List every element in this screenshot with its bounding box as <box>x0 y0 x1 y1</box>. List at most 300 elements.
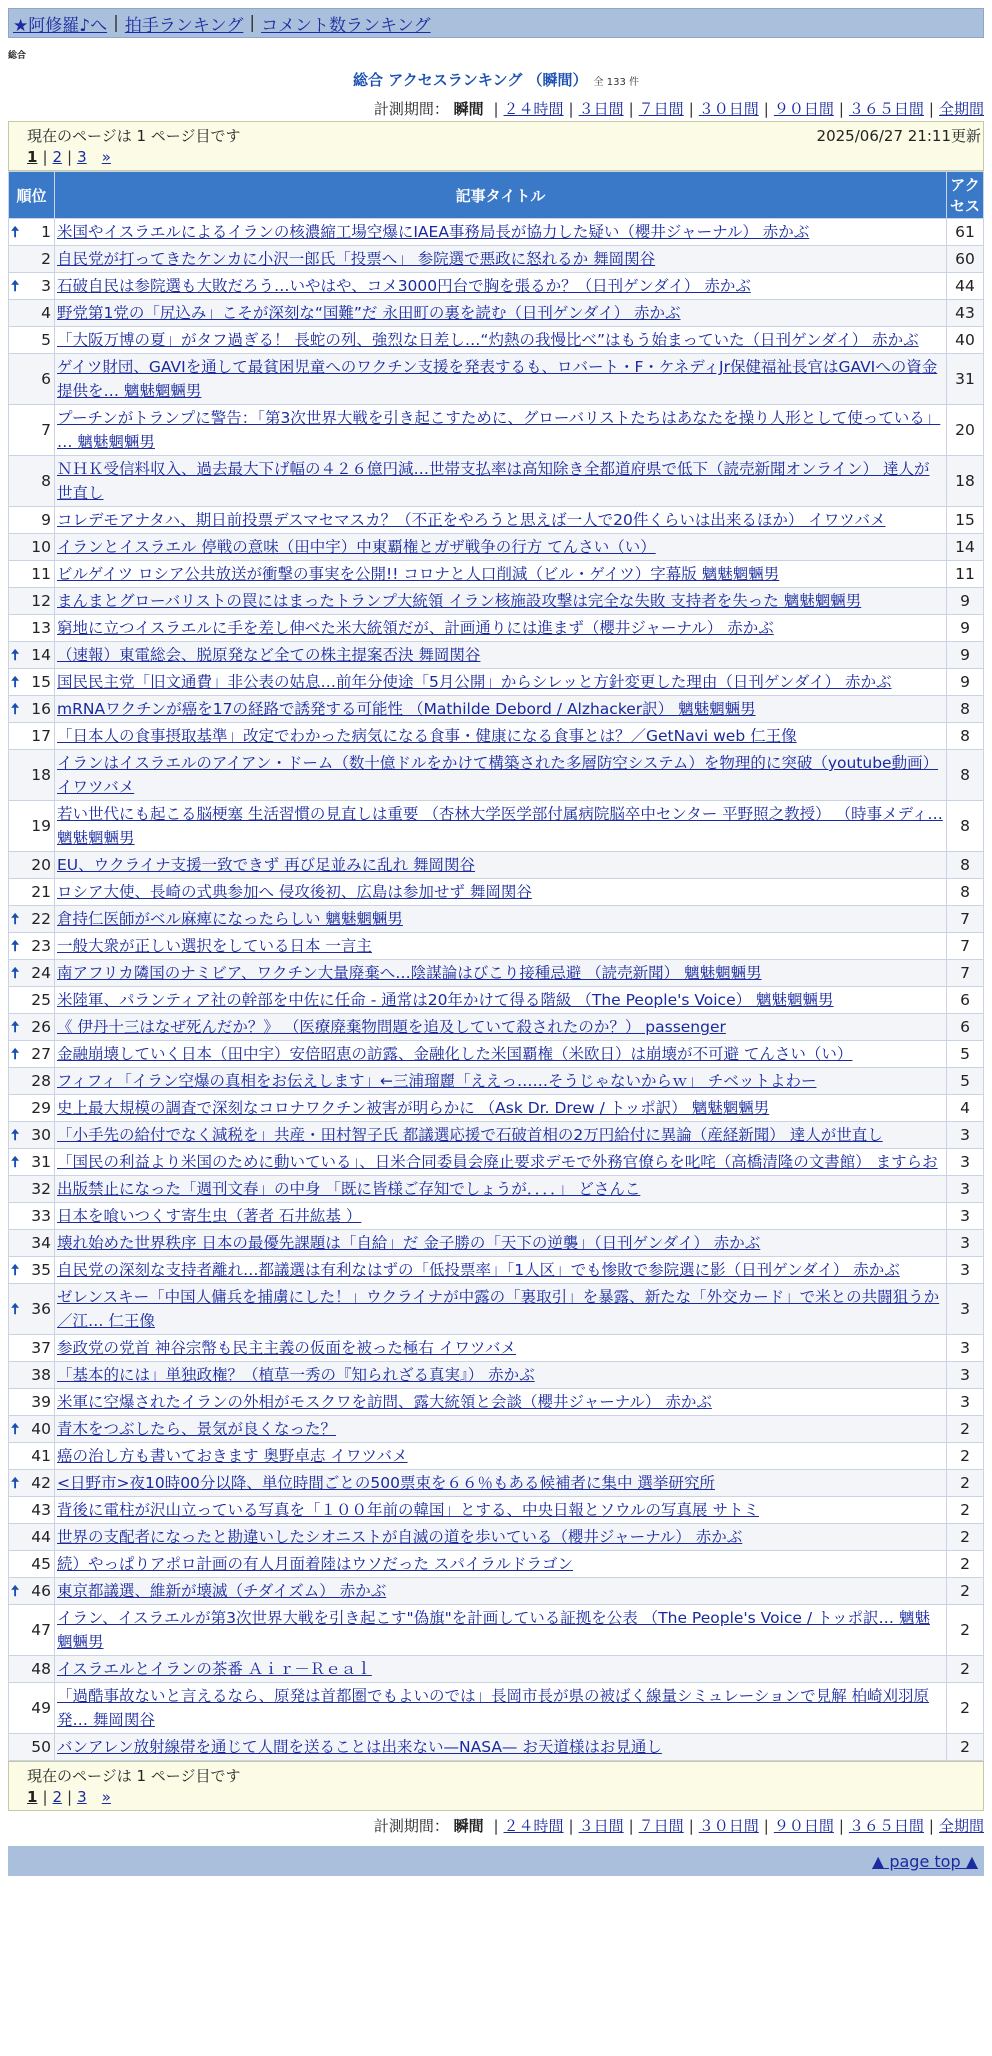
rank-number: 37 <box>31 1339 51 1357</box>
title-cell <box>55 507 947 534</box>
rank-cell <box>9 1497 55 1524</box>
rank-number: 49 <box>31 1699 51 1717</box>
table-row <box>9 696 984 723</box>
table-row <box>9 1656 984 1683</box>
rank-number: 1 <box>41 223 51 241</box>
period-link[interactable]: ３日間 <box>578 100 624 118</box>
title-cell <box>55 1656 947 1683</box>
title-cell <box>55 801 947 852</box>
title-cell <box>55 879 947 906</box>
table-row <box>9 750 984 801</box>
article-title-link[interactable]: イスラエルとイランの茶番 Ａｉｒ－Ｒｅａｌ <box>57 1660 372 1678</box>
article-title-link[interactable]: 倉持仁医師がベル麻痺になったらしい 魑魅魍魎男 <box>57 910 403 928</box>
article-title-link[interactable]: 癌の治し方も書いておきます 奥野卓志 イワツバメ <box>57 1447 408 1465</box>
rank-cell <box>9 1578 55 1605</box>
access-count: 60 <box>947 246 984 273</box>
page-info-bottom <box>8 1761 984 1811</box>
rank-cell <box>9 1176 55 1203</box>
article-title-link[interactable]: 続）やっぱりアポロ計画の有人月面着陸はウソだった スパイラルドラゴン <box>57 1555 573 1573</box>
table-row <box>9 669 984 696</box>
rank-up-arrow-icon: 🠅 <box>11 1420 20 1438</box>
separator: | <box>763 1817 769 1835</box>
rank-cell <box>9 642 55 669</box>
article-title-link[interactable]: 若い世代にも起こる脳梗塞 生活習慣の見直しは重要 （杏林大学医学部付属病院脳卒中センター 平野照之教授） （時事メディ… 魑魅魍魎男 <box>57 805 943 847</box>
rank-cell <box>9 879 55 906</box>
period-link[interactable]: ７日間 <box>638 1817 684 1835</box>
rank-number: 24 <box>31 964 51 982</box>
title-cell <box>55 696 947 723</box>
rank-up-arrow-icon: 🠅 <box>11 223 20 241</box>
rank-cell <box>9 456 55 507</box>
article-title-link[interactable]: 壊れ始めた世界秩序 日本の最優先課題は「自給」だ 金子勝の「天下の逆襲」（日刊ゲンダイ） 赤かぶ <box>57 1234 761 1252</box>
title-cell <box>55 1734 947 1761</box>
rank-cell <box>9 1443 55 1470</box>
title-cell <box>55 1524 947 1551</box>
table-row <box>9 1014 984 1041</box>
access-count: 7 <box>947 933 984 960</box>
period-link[interactable]: ３日間 <box>578 1817 624 1835</box>
rank-cell <box>9 1068 55 1095</box>
separator: | <box>928 1817 934 1835</box>
table-row <box>9 273 984 300</box>
title-cell <box>55 1335 947 1362</box>
article-title-link[interactable]: 米陸軍、パランティア社の幹部を中佐に任命 - 通常は20年かけて得る階級 （The People's Voice） 魑魅魍魎男 <box>57 991 834 1009</box>
rank-cell <box>9 273 55 300</box>
rank-cell <box>9 1734 55 1761</box>
article-title-link[interactable]: 窮地に立つイスラエルに手を差し伸べた米大統領だが、計画通りには進まず（櫻井ジャーナル） 赤かぶ <box>57 619 774 637</box>
title-cell <box>55 1389 947 1416</box>
rank-cell <box>9 906 55 933</box>
table-row <box>9 456 984 507</box>
pagination-current: 1 <box>27 1788 38 1806</box>
table-row <box>9 300 984 327</box>
rank-number: 4 <box>41 304 51 322</box>
article-title-link[interactable]: 東京都議選、維新が壊滅（チダイズム） 赤かぶ <box>57 1582 387 1600</box>
rank-number: 34 <box>31 1234 51 1252</box>
access-count: 14 <box>947 534 984 561</box>
access-count: 3 <box>947 1257 984 1284</box>
article-title-link[interactable]: 石破自民は参院選も大敗だろう…いやはや、コメ3000円台で胸を張るか？（日刊ゲンダイ） 赤かぶ <box>57 277 751 295</box>
rank-number: 6 <box>41 370 51 388</box>
rank-cell <box>9 405 55 456</box>
rank-cell <box>9 1014 55 1041</box>
rank-cell <box>9 1470 55 1497</box>
rank-cell <box>9 750 55 801</box>
article-title-link[interactable]: mRNAワクチンが癌を17の経路で誘発する可能性 （Mathilde Debord / Alzhacker訳） 魑魅魍魎男 <box>57 700 756 718</box>
pagination-page-2[interactable]: 2 <box>52 1788 63 1806</box>
article-title-link[interactable]: 「過酷事故ないと言えるなら、原発は首都圏でもよいのでは」長岡市長が県の被ばく線量シミュレーションで見解 柏崎刈羽原発… 舞岡関谷 <box>57 1687 930 1729</box>
title-cell <box>55 1284 947 1335</box>
rank-number: 48 <box>31 1660 51 1678</box>
article-title-link[interactable]: プーチンがトランプに警告：「第3次世界大戦を引き起こすために、グローバリストたちはあなたを操り人形として使っている」 … 魑魅魍魎男 <box>57 409 941 451</box>
separator: | <box>493 1817 499 1835</box>
rank-number: 33 <box>31 1207 51 1225</box>
title-cell <box>55 354 947 405</box>
article-title-link[interactable]: 「大阪万博の夏」がタフ過ぎる！ 長蛇の列、強烈な日差し…“灼熱の我慢比べ”はもう始まっていた（日刊ゲンダイ） 赤かぶ <box>57 331 919 349</box>
period-link[interactable]: ２４時間 <box>503 100 564 118</box>
title-cell <box>55 1443 947 1470</box>
access-count: 18 <box>947 456 984 507</box>
table-row <box>9 327 984 354</box>
rank-number: 30 <box>31 1126 51 1144</box>
access-count: 5 <box>947 1068 984 1095</box>
article-title-link[interactable]: 自民党の深刻な支持者離れ…都議選は有利なはずの「低投票率」「1人区」でも惨敗で参院選に影（日刊ゲンダイ） 赤かぶ <box>57 1261 900 1279</box>
access-count: 11 <box>947 561 984 588</box>
table-row <box>9 1734 984 1761</box>
article-title-link[interactable]: ビルゲイツ ロシア公共放送が衝撃の事実を公開!! コロナと人口削減（ビル・ゲイツ）字幕版 魑魅魍魎男 <box>57 565 780 583</box>
title-cell <box>55 642 947 669</box>
access-count: 9 <box>947 615 984 642</box>
period-link[interactable]: ３６５日間 <box>848 100 924 118</box>
access-count: 2 <box>947 1683 984 1734</box>
separator: | <box>249 13 256 33</box>
title-cell <box>55 1068 947 1095</box>
access-count: 3 <box>947 1176 984 1203</box>
category-label: 総合 <box>8 51 27 61</box>
rank-number: 15 <box>31 673 51 691</box>
rank-cell <box>9 960 55 987</box>
table-row <box>9 1524 984 1551</box>
rank-number: 39 <box>31 1393 51 1411</box>
rank-cell <box>9 1284 55 1335</box>
rank-up-arrow-icon: 🠅 <box>11 937 20 955</box>
period-selector <box>8 98 984 119</box>
rank-up-arrow-icon: 🠅 <box>11 277 20 295</box>
title-cell <box>55 1014 947 1041</box>
access-count: 44 <box>947 273 984 300</box>
article-title-link[interactable]: 「基本的には」単独政権？（植草一秀の『知られざる真実』） 赤かぶ <box>57 1366 535 1384</box>
page-top-link[interactable]: ▲ page top ▲ <box>871 1851 978 1871</box>
article-title-link[interactable]: フィフィ「イラン空爆の真相をお伝えします」←三浦瑠麗「ええっ……そうじゃないからｗ」 チベットよわー <box>57 1072 817 1090</box>
rank-cell <box>9 327 55 354</box>
access-count: 2 <box>947 1443 984 1470</box>
rank-up-arrow-icon: 🠅 <box>11 1582 20 1600</box>
rank-cell <box>9 1656 55 1683</box>
rank-up-arrow-icon: 🠅 <box>11 1261 20 1279</box>
access-count: 8 <box>947 750 984 801</box>
header-title: 記事タイトル <box>55 172 947 219</box>
page-title <box>0 69 992 90</box>
access-count: 6 <box>947 987 984 1014</box>
article-title-link[interactable]: バンアレン放射線帯を通じて人間を送ることは出来ない—NASA— お天道様はお見通し <box>57 1738 662 1756</box>
table-row <box>9 1362 984 1389</box>
title-cell <box>55 1149 947 1176</box>
rank-number: 26 <box>31 1018 51 1036</box>
table-row <box>9 1257 984 1284</box>
title-cell <box>55 1041 947 1068</box>
article-title-link[interactable]: まんまとグローバリストの罠にはまったトランプ大統領 イラン核施設攻撃は完全な失敗 支持者を失った 魑魅魍魎男 <box>57 592 862 610</box>
rank-number: 46 <box>31 1582 51 1600</box>
article-title-link[interactable]: 「日本人の食事摂取基準」改定でわかった病気になる食事・健康になる食事とは？／GetNavi web 仁王像 <box>57 727 797 745</box>
rank-number: 16 <box>31 700 51 718</box>
rank-cell <box>9 561 55 588</box>
table-row <box>9 246 984 273</box>
rank-number: 19 <box>31 817 51 835</box>
title-cell <box>55 1362 947 1389</box>
rank-cell <box>9 507 55 534</box>
article-title-link[interactable]: 国民民主党「旧文通費」非公表の姑息…前年分使途「5月公開」からシレッと方針変更した理由（日刊ゲンダイ） 赤かぶ <box>57 673 892 691</box>
table-row <box>9 723 984 750</box>
rank-up-arrow-icon: 🠅 <box>11 1153 20 1171</box>
rank-cell <box>9 1230 55 1257</box>
rank-cell <box>9 1524 55 1551</box>
period-current: 瞬間 <box>453 100 484 118</box>
rank-cell <box>9 1149 55 1176</box>
separator: | <box>688 100 694 118</box>
table-row <box>9 534 984 561</box>
rank-cell <box>9 852 55 879</box>
rank-up-arrow-icon: 🠅 <box>11 646 20 664</box>
period-link[interactable]: 全期間 <box>938 100 984 118</box>
current-page-text: 現在のページは 1 ページ目です <box>27 1766 241 1785</box>
rank-cell <box>9 987 55 1014</box>
rank-cell <box>9 1203 55 1230</box>
table-row <box>9 354 984 405</box>
access-count: 8 <box>947 696 984 723</box>
title-cell <box>55 561 947 588</box>
rank-number: 47 <box>31 1621 51 1639</box>
article-title-link[interactable]: イラン、イスラエルが第3次世界大戦を引き起こす"偽旗"を計画している証拠を公表 （The People's Voice / トッポ訳… 魑魅魍魎男 <box>57 1609 930 1651</box>
article-title-link[interactable]: ゲイツ財団、GAVIを通して最貧困児童へのワクチン支援を発表するも、ロバート・F・ケネディJr保健福祉長官はGAVIへの資金提供を… 魑魅魍魎男 <box>57 358 938 400</box>
title-cell <box>55 456 947 507</box>
article-title-link[interactable]: ゼレンスキー「中国人傭兵を捕虜にした！」ウクライナが中露の「裏取引」を暴露、新たな「外交カード」で米との共闘狙うか／江… 仁王像 <box>57 1288 940 1330</box>
table-row <box>9 1335 984 1362</box>
article-title-link[interactable]: イランはイスラエルのアイアン・ドーム（数十億ドルをかけて構築された多層防空システム）を物理的に突破（youtube動画） イワツバメ <box>57 754 939 796</box>
rank-number: 23 <box>31 937 51 955</box>
rank-number: 42 <box>31 1474 51 1492</box>
table-row <box>9 1443 984 1470</box>
access-count: 2 <box>947 1497 984 1524</box>
rank-up-arrow-icon: 🠅 <box>11 1126 20 1144</box>
access-count: 7 <box>947 906 984 933</box>
access-count: 9 <box>947 669 984 696</box>
table-row <box>9 1203 984 1230</box>
article-title-link[interactable]: 《 伊丹十三はなぜ死んだか？》 （医療廃棄物問題を追及していて殺されたのか？） passenger <box>57 1018 726 1036</box>
table-row <box>9 507 984 534</box>
table-row <box>9 588 984 615</box>
separator: | <box>838 100 844 118</box>
table-row <box>9 1389 984 1416</box>
article-title-link[interactable]: 南アフリカ隣国のナミビア、ワクチン大量廃棄へ…陰謀論はびこり接種忌避 （読売新聞） 魑魅魍魎男 <box>57 964 762 982</box>
article-title-link[interactable]: 史上最大規模の調査で深刻なコロナワクチン被害が明らかに （Ask Dr. Drew / トッポ訳） 魑魅魍魎男 <box>57 1099 770 1117</box>
rank-cell <box>9 246 55 273</box>
rank-number: 44 <box>31 1528 51 1546</box>
home-link[interactable]: ★阿修羅♪へ <box>13 15 108 36</box>
title-cell <box>55 300 947 327</box>
table-header-row <box>9 172 984 219</box>
table-row <box>9 933 984 960</box>
pagination-next[interactable]: » <box>101 148 111 166</box>
article-title-link[interactable]: 米軍に空爆されたイランの外相がモスクワを訪問、露大統領と会談（櫻井ジャーナル） 赤かぶ <box>57 1393 712 1411</box>
article-title-link[interactable]: 自民党が打ってきたケンカに小沢一郎氏「投票へ」 参院選で悪政に怒れるか 舞岡関谷 <box>57 250 656 268</box>
access-count: 3 <box>947 1335 984 1362</box>
access-count: 2 <box>947 1578 984 1605</box>
table-row <box>9 1551 984 1578</box>
period-link[interactable]: ３０日間 <box>698 1817 759 1835</box>
access-count: 2 <box>947 1416 984 1443</box>
rank-number: 28 <box>31 1072 51 1090</box>
comment-ranking-link[interactable]: コメント数ランキング <box>261 15 431 36</box>
article-title-link[interactable]: ＮＨＫ受信料収入、過去最大下げ幅の４２６億円減…世帯支払率は高知除き全都道府県で低下（読売新聞オンライン） 達人が世直し <box>57 460 930 502</box>
rank-cell <box>9 933 55 960</box>
rank-number: 11 <box>31 565 51 583</box>
table-row <box>9 1284 984 1335</box>
table-row <box>9 1416 984 1443</box>
page-info-top <box>8 121 984 171</box>
period-link[interactable]: ９０日間 <box>773 1817 834 1835</box>
table-row <box>9 1578 984 1605</box>
access-count: 40 <box>947 327 984 354</box>
pagination: 1 | 2 | 3 » <box>27 148 111 166</box>
title-cell <box>55 987 947 1014</box>
table-row <box>9 1470 984 1497</box>
rank-up-arrow-icon: 🠅 <box>11 1018 20 1036</box>
period-link[interactable]: ２４時間 <box>503 1817 564 1835</box>
rank-cell <box>9 669 55 696</box>
article-title-link[interactable]: 野党第1党の「尻込み」こそが深刻な“国難”だ 永田町の裏を読む（日刊ゲンダイ） 赤かぶ <box>57 304 681 322</box>
title-cell <box>55 1605 947 1656</box>
table-row <box>9 960 984 987</box>
access-count: 3 <box>947 1284 984 1335</box>
rank-cell <box>9 615 55 642</box>
title-cell <box>55 906 947 933</box>
pagination-page-2[interactable]: 2 <box>52 148 63 166</box>
table-row <box>9 1041 984 1068</box>
rank-cell <box>9 801 55 852</box>
rank-up-arrow-icon: 🠅 <box>11 1474 20 1492</box>
pagination-current: 1 <box>27 148 38 166</box>
table-row <box>9 1149 984 1176</box>
rank-number: 41 <box>31 1447 51 1465</box>
rank-number: 18 <box>31 766 51 784</box>
title-cell <box>55 723 947 750</box>
article-title-link[interactable]: 日本を喰いつくす寄生虫（著者 石井紘基 ） <box>57 1207 362 1225</box>
article-title-link[interactable]: イランとイスラエル 停戦の意味（田中宇）中東覇権とガザ戦争の行方 てんさい（い） <box>57 538 656 556</box>
period-link[interactable]: ７日間 <box>638 100 684 118</box>
title-cell <box>55 1470 947 1497</box>
rank-number: 10 <box>31 538 51 556</box>
article-title-link[interactable]: 背後に電柱が沢山立っている写真を「１００年前の韓国」とする、中央日報とソウルの写真展 サトミ <box>57 1501 759 1519</box>
rank-up-arrow-icon: 🠅 <box>11 1300 20 1318</box>
table-row <box>9 1683 984 1734</box>
article-title-link[interactable]: 「国民の利益より米国のために動いている」、日米合同委員会廃止要求デモで外務官僚らを叱咤（高橋清隆の文書館） ますらお <box>57 1153 938 1171</box>
rank-cell <box>9 300 55 327</box>
rank-cell <box>9 1335 55 1362</box>
rank-cell <box>9 1041 55 1068</box>
pagination-next[interactable]: » <box>101 1788 111 1806</box>
rank-number: 20 <box>31 856 51 874</box>
article-title-link[interactable]: （速報）東電総会、脱原発など全ての株主提案否決 舞岡関谷 <box>57 646 481 664</box>
access-count: 9 <box>947 642 984 669</box>
title-cell <box>55 1551 947 1578</box>
rank-number: 9 <box>41 511 51 529</box>
article-title-link[interactable]: 「小手先の給付でなく減税を」共産・田村智子氏 都議選応援で石破首相の2万円給付に異論（産経新聞） 達人が世直し <box>57 1126 883 1144</box>
article-title-link[interactable]: ロシア大使、長崎の式典参加へ 侵攻後初、広島は参加せず 舞岡関谷 <box>57 883 532 901</box>
period-label: 計測期間： <box>373 1817 449 1835</box>
title-cell <box>55 588 947 615</box>
rank-up-arrow-icon: 🠅 <box>11 1045 20 1063</box>
table-row <box>9 1068 984 1095</box>
access-count: 2 <box>947 1605 984 1656</box>
article-title-link[interactable]: 米国やイスラエルによるイランの核濃縮工場空爆にIAEA事務局長が協力した疑い（櫻井ジャーナル） 赤かぶ <box>57 223 810 241</box>
article-title-link[interactable]: 出版禁止になった「週刊文春」の中身 「既に皆様ご存知でしょうが．．．．」 どさんこ <box>57 1180 641 1198</box>
rank-up-arrow-icon: 🠅 <box>11 964 20 982</box>
table-row <box>9 879 984 906</box>
title-cell <box>55 1416 947 1443</box>
title-cell <box>55 246 947 273</box>
total-count: 全 133 件 <box>593 77 639 88</box>
title-cell <box>55 273 947 300</box>
top-navigation-bar <box>8 8 984 38</box>
rank-number: 32 <box>31 1180 51 1198</box>
table-row <box>9 1095 984 1122</box>
rank-up-arrow-icon: 🠅 <box>11 910 20 928</box>
table-row <box>9 615 984 642</box>
rank-cell <box>9 1605 55 1656</box>
title-cell <box>55 933 947 960</box>
table-row <box>9 1605 984 1656</box>
period-link[interactable]: ３６５日間 <box>848 1817 924 1835</box>
rank-number: 21 <box>31 883 51 901</box>
access-count: 7 <box>947 960 984 987</box>
rank-cell <box>9 723 55 750</box>
article-title-link[interactable]: <日野市>夜10時00分以降、単位時間ごとの500票束を６６％もある候補者に集中 選挙研究所 <box>57 1474 715 1492</box>
ranking-table <box>8 171 984 1761</box>
separator: | <box>763 100 769 118</box>
clap-ranking-link[interactable]: 拍手ランキング <box>124 15 244 36</box>
access-count: 6 <box>947 1014 984 1041</box>
access-count: 3 <box>947 1230 984 1257</box>
title-cell <box>55 1176 947 1203</box>
table-row <box>9 1497 984 1524</box>
pagination-page-3[interactable]: 3 <box>77 1788 87 1806</box>
article-title-link[interactable]: コレデモアナタハ、期日前投票デスマセマスカ？（不正をやろうと思えば一人で20件くらいは出来るほか） イワツバメ <box>57 511 886 529</box>
article-title-link[interactable]: 参政党の党首 神谷宗幣も民主主義の仮面を被った極右 イワツバメ <box>57 1339 517 1357</box>
pagination-page-3[interactable]: 3 <box>77 148 87 166</box>
article-title-link[interactable]: 一般大衆が正しい選択をしている日本 一言主 <box>57 937 372 955</box>
article-title-link[interactable]: EU、ウクライナ支援一致できず 再び足並みに乱れ 舞岡関谷 <box>57 856 476 874</box>
rank-number: 29 <box>31 1099 51 1117</box>
article-title-link[interactable]: 金融崩壊していく日本（田中宇）安倍昭恵の訪露、金融化した米国覇権（米欧日）は崩壊が不可避 てんさい（い） <box>57 1045 853 1063</box>
title-cell <box>55 615 947 642</box>
article-title-link[interactable]: 世界の支配者になったと勘違いしたシオニストが自滅の道を歩いている（櫻井ジャーナル） 赤かぶ <box>57 1528 743 1546</box>
title-cell <box>55 1230 947 1257</box>
rank-number: 14 <box>31 646 51 664</box>
rank-number: 13 <box>31 619 51 637</box>
rank-cell <box>9 696 55 723</box>
period-link[interactable]: ３０日間 <box>698 100 759 118</box>
article-title-link[interactable]: 青木をつぶしたら、景気が良くなった？ <box>57 1420 337 1438</box>
rank-number: 12 <box>31 592 51 610</box>
table-row <box>9 1176 984 1203</box>
table-row <box>9 642 984 669</box>
period-link[interactable]: 全期間 <box>938 1817 984 1835</box>
separator: | <box>838 1817 844 1835</box>
rank-number: 5 <box>41 331 51 349</box>
separator: | <box>568 100 574 118</box>
title-cell <box>55 219 947 246</box>
table-row <box>9 1230 984 1257</box>
rank-number: 27 <box>31 1045 51 1063</box>
title-cell <box>55 1683 947 1734</box>
access-count: 9 <box>947 588 984 615</box>
access-count: 3 <box>947 1203 984 1230</box>
period-current: 瞬間 <box>453 1817 484 1835</box>
period-link[interactable]: ９０日間 <box>773 100 834 118</box>
title-cell <box>55 1122 947 1149</box>
access-count: 3 <box>947 1389 984 1416</box>
rank-cell <box>9 1122 55 1149</box>
